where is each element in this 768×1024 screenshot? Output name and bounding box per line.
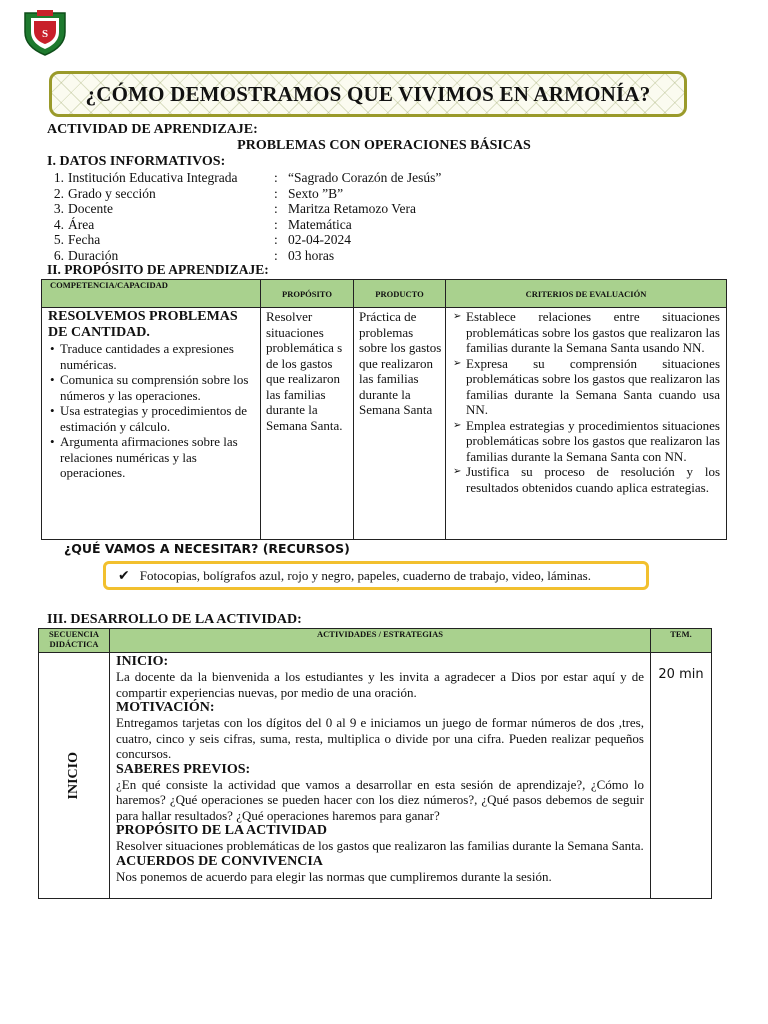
- check-icon: ✔: [118, 567, 130, 584]
- svg-text:S: S: [41, 28, 49, 40]
- info-value: Maritza Retamozo Vera: [288, 201, 416, 216]
- block-text: Nos ponemos de acuerdo para elegir las normas que cumpliremos durante la sesión.: [116, 868, 552, 884]
- header-secuencia: SECUENCIA DIDÁCTICA: [39, 629, 110, 653]
- school-logo: [21, 10, 69, 56]
- block-title: INICIO:: [116, 654, 169, 669]
- info-number: 1.: [53, 170, 64, 185]
- info-value: 02-04-2024: [288, 232, 351, 247]
- activity-label: ACTIVIDAD DE APRENDIZAJE:: [47, 122, 258, 137]
- criterio-item: ➢ Justifica su proceso de resolución y los resultados obtenidos cuando aplica estrategias.: [453, 464, 720, 495]
- header-actividades: ACTIVIDADES / ESTRATEGIAS: [110, 629, 651, 653]
- capacidades-list: [48, 341, 255, 481]
- info-number: 4.: [53, 216, 64, 232]
- info-row: [44, 232, 544, 248]
- block-text: ¿En qué consiste la actividad que vamos a desarrollar en esta sesión de aprendizaje?, ¿Cómo lo haremos? ¿Qué operaciones se pueden hacer con los diez números?, ¿Qué pasos debemos de seguir para hallar resultados? ¿Qué operaciones haremos para ganar?: [116, 776, 644, 823]
- activities-cell: [110, 653, 651, 899]
- block-title: PROPÓSITO DE LA ACTIVIDAD: [116, 823, 327, 838]
- producto-cell: Práctica de problemas sobre los gastos que realizaron las familias durante la Semana Santa: [354, 308, 446, 540]
- criterio-item: ➢ Establece relaciones entre situaciones problemáticas sobre los gastos que realizaron las familias durante la Semana Santa usando NN.: [453, 309, 720, 356]
- info-value: Sexto ”B”: [288, 185, 344, 201]
- title-banner: [49, 71, 687, 117]
- block-text: Resolver situaciones problemáticas de los gastos que realizaron las familias durante la Semana Santa.: [116, 838, 644, 853]
- info-label: Docente: [68, 201, 113, 216]
- phase-label: INICIO: [66, 751, 81, 800]
- info-number: 6.: [53, 247, 64, 263]
- competencia-title: RESOLVEMOS PROBLEMAS DE CANTIDAD.: [48, 309, 238, 340]
- info-label: Duración: [68, 247, 119, 263]
- criterio-item: ➢ Expresa su comprensión situaciones problemáticas sobre los gastos que realizaron las familias durante la Semana Santa cuando usa NN.: [453, 356, 720, 418]
- info-label: Grado y sección: [68, 185, 156, 201]
- info-row: [44, 186, 544, 202]
- info-colon: :: [274, 170, 278, 185]
- info-row: [44, 201, 544, 217]
- info-colon: :: [274, 185, 278, 201]
- section2-heading: II. PROPÓSITO DE APRENDIZAJE:: [47, 262, 269, 277]
- activity-name: PROBLEMAS CON OPERACIONES BÁSICAS: [237, 138, 531, 153]
- info-colon: :: [274, 201, 278, 216]
- info-number: 3.: [53, 201, 64, 216]
- capacidad-item: • Comunica su comprensión sobre los números y las operaciones.: [48, 372, 255, 403]
- info-number: 2.: [53, 185, 64, 201]
- header-competencia: COMPETENCIA/CAPACIDAD: [42, 280, 261, 308]
- block-title: MOTIVACIÓN:: [116, 700, 215, 715]
- block-title: ACUERDOS DE CONVIVENCIA: [116, 853, 323, 869]
- block-text: Entregamos tarjetas con los dígitos del 0 al 9 e iniciamos un juego de formar números de dos ,tres, cuatro, cinco y seis cifras, suma, resta, multiplica o divide por una cifra. Pueden realizar pequeños concursos.: [116, 715, 644, 761]
- development-table: [38, 628, 712, 899]
- header-criterios: CRITERIOS DE EVALUACIÓN: [446, 280, 727, 308]
- page-title: ¿CÓMO DEMOSTRAMOS QUE VIVIMOS EN ARMONÍA?: [85, 81, 651, 106]
- capacidad-item: • Traduce cantidades a expresiones numéricas.: [48, 341, 255, 372]
- block-text: La docente da la bienvenida a los estudiantes y les invita a agradecer a Dios por estar aquí y de compartir experiencias nuevas, por medio de una oración.: [116, 669, 644, 700]
- resources-heading: ¿QUÉ VAMOS A NECESITAR? (RECURSOS): [64, 541, 350, 556]
- info-value: “Sagrado Corazón de Jesús”: [288, 170, 442, 185]
- block-title: SABERES PREVIOS:: [116, 761, 251, 777]
- info-value: Matemática: [288, 216, 352, 232]
- info-label: Área: [68, 216, 95, 232]
- criterios-cell: [446, 308, 727, 540]
- info-number: 5.: [53, 232, 64, 247]
- time-cell: 20 min: [651, 653, 712, 899]
- resources-text: Fotocopias, bolígrafos azul, rojo y negro, papeles, cuaderno de trabajo, video, láminas.: [139, 567, 591, 583]
- phase-cell: [39, 653, 110, 899]
- purpose-table: [41, 279, 727, 540]
- capacidad-item: • Argumenta afirmaciones sobre las relaciones numéricas y las operaciones.: [48, 434, 255, 481]
- info-colon: :: [274, 247, 278, 263]
- resources-box: [103, 561, 649, 590]
- info-value: 03 horas: [288, 247, 335, 263]
- proposito-cell: Resolver situaciones problemática s de los gastos que realizaron las familias durante la Semana Santa.: [261, 308, 354, 540]
- criterio-item: ➢ Emplea estrategias y procedimientos situaciones problemáticas sobre los gastos que realizaron las familias durante la Semana Santa con NN.: [453, 418, 720, 465]
- info-row: [44, 217, 544, 233]
- info-label: Institución Educativa Integrada: [68, 170, 238, 185]
- info-colon: :: [274, 232, 278, 247]
- competencia-cell: [42, 308, 261, 540]
- info-label: Fecha: [68, 232, 101, 247]
- section1-heading: I. DATOS INFORMATIVOS:: [47, 154, 226, 169]
- capacidad-item: • Usa estrategias y procedimientos de estimación y cálculo.: [48, 403, 255, 434]
- info-colon: :: [274, 216, 278, 232]
- header-proposito: PROPÓSITO: [261, 280, 354, 308]
- section3-heading: III. DESARROLLO DE LA ACTIVIDAD:: [47, 612, 302, 627]
- header-producto: PRODUCTO: [354, 280, 446, 308]
- criterios-list: [453, 309, 720, 495]
- info-row: [44, 170, 544, 186]
- header-tiempo: TEM.: [651, 629, 712, 653]
